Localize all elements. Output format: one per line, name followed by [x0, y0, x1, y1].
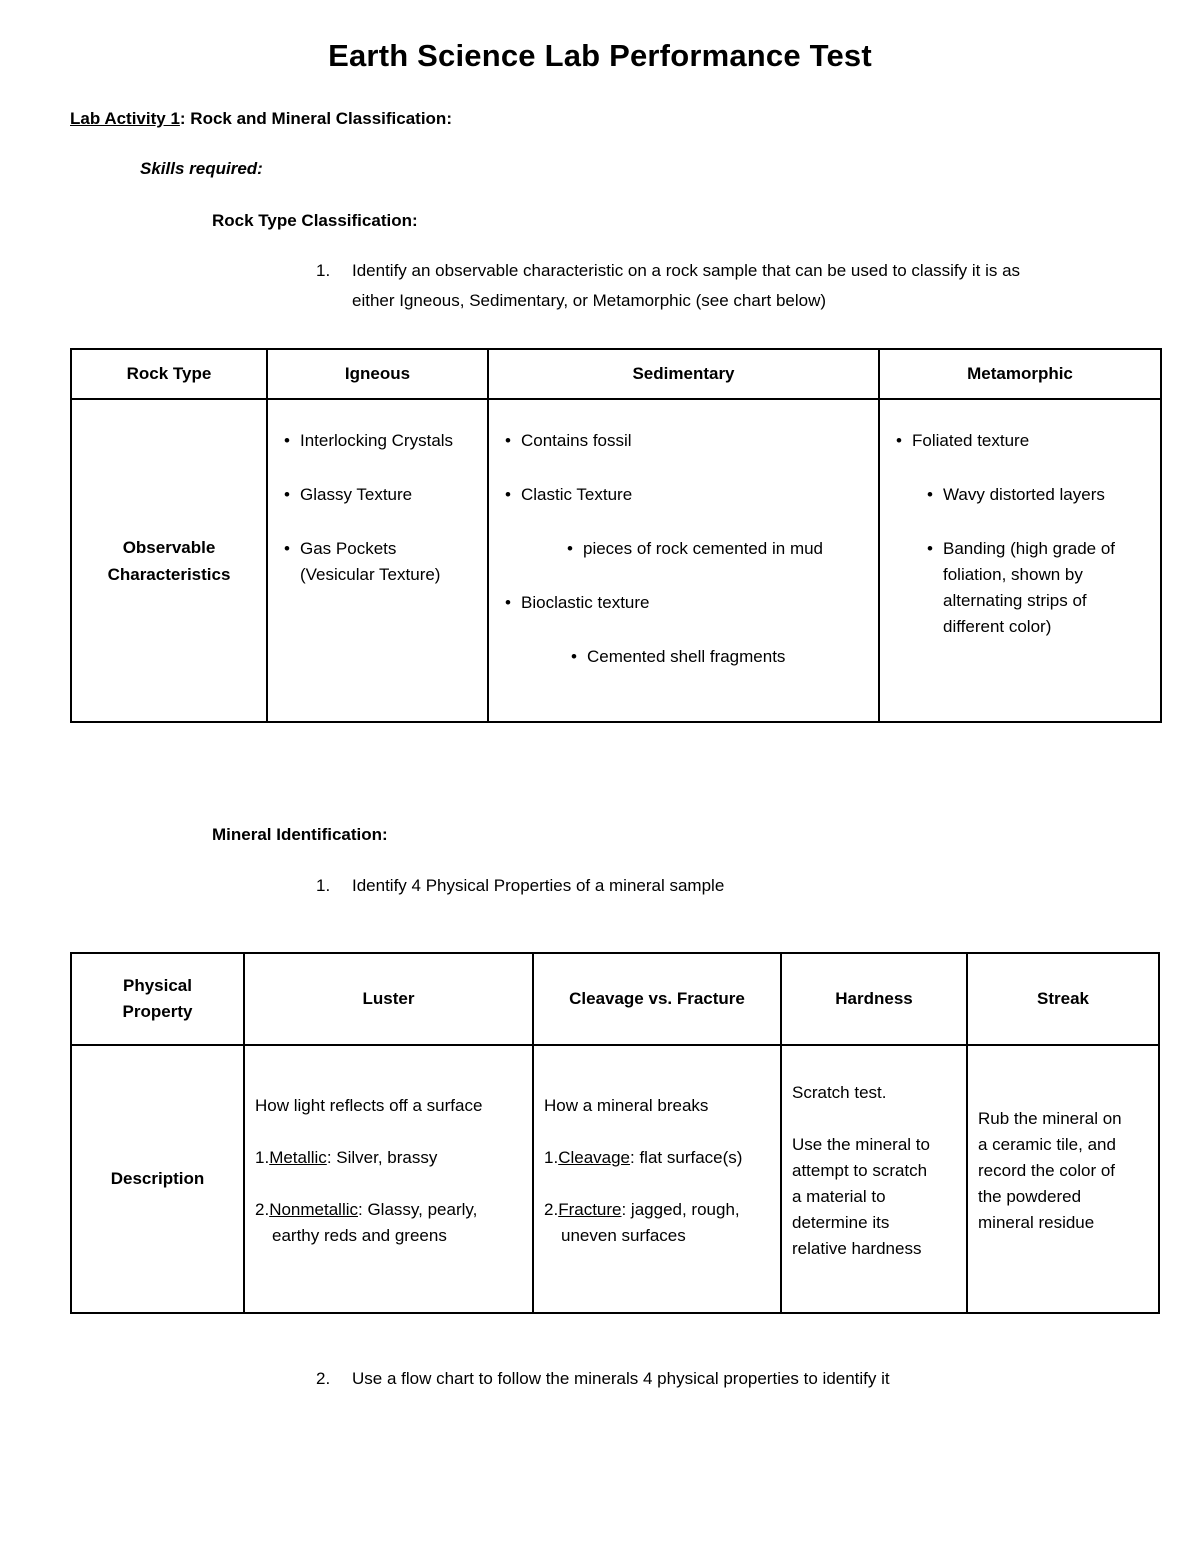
activity-label: Lab Activity 1: [70, 109, 180, 128]
row-label-line-1: Observable: [122, 537, 216, 557]
activity-heading: [70, 106, 452, 132]
igneous-list: [278, 428, 487, 588]
header-cleavage-fracture: Cleavage vs. Fracture: [533, 953, 781, 1045]
mineral-table-body-row: [71, 1045, 1159, 1313]
hardness-line: attempt to scratch: [792, 1161, 928, 1180]
header-physical-property: [71, 953, 244, 1045]
streak-cell: [967, 1045, 1159, 1313]
header-sedimentary: Sedimentary: [488, 349, 879, 399]
header-luster: Luster: [244, 953, 533, 1045]
sub-list-item: • Wavy distorted layers: [921, 482, 1160, 508]
activity-colon: :: [179, 109, 186, 128]
metamorphic-cell: [879, 399, 1161, 722]
rock-item-text: [352, 258, 1152, 314]
list-item-line: foliation, shown by: [943, 565, 1083, 584]
activity-name: Rock and Mineral Classification:: [185, 109, 452, 128]
list-item-line: • Banding (high grade of: [943, 539, 1116, 558]
list-item-line: • Gas Pockets: [300, 539, 397, 558]
hardness-line: Scratch test.: [792, 1083, 887, 1102]
final-item-number: 2.: [316, 1369, 331, 1388]
mineral-section-heading: Mineral Identification:: [212, 825, 388, 844]
header-line: Physical: [123, 976, 192, 995]
list-item: • Foliated texture: [890, 428, 1160, 454]
hardness-line: relative hardness: [792, 1239, 922, 1258]
list-item: • Bioclastic texture: [499, 590, 878, 616]
list-item-line: alternating strips of: [943, 591, 1087, 610]
sedimentary-cell: [488, 399, 879, 722]
list-item: [278, 536, 487, 588]
igneous-cell: [267, 399, 488, 722]
streak-line: mineral residue: [978, 1213, 1095, 1232]
mineral-item-text: Identify 4 Physical Properties of a mineral sample: [352, 876, 725, 895]
metamorphic-list: [890, 428, 1160, 640]
header-line: Property: [122, 1002, 193, 1021]
final-item-text: Use a flow chart to follow the minerals 4 physical properties to identify it: [352, 1369, 890, 1388]
list-item: • Clastic Texture: [499, 482, 878, 508]
skills-label: Skills required:: [140, 159, 263, 178]
hardness-line: determine its: [792, 1213, 890, 1232]
header-hardness: Hardness: [781, 953, 967, 1045]
rock-table-header-row: [71, 349, 1161, 399]
streak-line: the powdered: [978, 1187, 1082, 1206]
streak-line: record the color of: [978, 1161, 1116, 1180]
rock-table-body-row: [71, 399, 1161, 722]
hardness-cell: [781, 1045, 967, 1313]
mineral-properties-table: [70, 952, 1160, 1314]
nonmetallic-term: Nonmetallic: [269, 1200, 358, 1219]
mineral-table-header-row: [71, 953, 1159, 1045]
row-label-description: Description: [71, 1045, 244, 1313]
luster-item-2: 2.Nonmetallic: Glassy, pearly,: [255, 1200, 478, 1219]
rock-item-line-2: either Igneous, Sedimentary, or Metamorphic (see chart below): [352, 291, 827, 310]
header-metamorphic: Metamorphic: [879, 349, 1161, 399]
list-item: • Interlocking Crystals: [278, 428, 487, 454]
rock-section-heading: Rock Type Classification:: [212, 211, 418, 230]
sub-list-item: • pieces of rock cemented in mud: [561, 536, 878, 562]
list-item-line: different color): [943, 617, 1052, 636]
cleavage-item-1: 1.Cleavage: flat surface(s): [544, 1148, 743, 1167]
header-rock-type: Rock Type: [71, 349, 267, 399]
sub-list-item: • Cemented shell fragments: [565, 644, 878, 670]
rock-item-line-1: Identify an observable characteristic on a rock sample that can be used to classify it is as: [352, 261, 1021, 280]
luster-item-2-cont: earthy reds and greens: [272, 1226, 447, 1245]
cleavage-intro: How a mineral breaks: [544, 1096, 709, 1115]
header-streak: Streak: [967, 953, 1159, 1045]
luster-intro: How light reflects off a surface: [255, 1096, 483, 1115]
streak-line: Rub the mineral on: [978, 1109, 1122, 1128]
list-item-line: (Vesicular Texture): [300, 565, 441, 584]
list-item: • Contains fossil: [499, 428, 878, 454]
list-item: • Glassy Texture: [278, 482, 487, 508]
fracture-term: Fracture: [558, 1200, 622, 1219]
header-igneous: Igneous: [267, 349, 488, 399]
mineral-item-number: 1.: [316, 876, 331, 895]
cleavage-term: Cleavage: [558, 1148, 631, 1167]
rock-item-number: 1.: [316, 261, 331, 280]
row-label-line-2: Characteristics: [107, 564, 231, 584]
cleavage-cell: [533, 1045, 781, 1313]
sub-list-item: [921, 536, 1160, 640]
document-title: Earth Science Lab Performance Test: [328, 38, 872, 73]
cleavage-item-2: 2.Fracture: jagged, rough,: [544, 1200, 740, 1219]
luster-cell: [244, 1045, 533, 1313]
row-label-observable-characteristics: [71, 399, 267, 722]
sedimentary-list: [499, 428, 878, 670]
hardness-line: Use the mineral to: [792, 1135, 930, 1154]
rock-type-table: [70, 348, 1162, 723]
hardness-line: a material to: [792, 1187, 886, 1206]
cleavage-item-2-cont: uneven surfaces: [561, 1226, 686, 1245]
luster-item-1: 1.Metallic: Silver, brassy: [255, 1148, 438, 1167]
metallic-term: Metallic: [269, 1148, 327, 1167]
streak-line: a ceramic tile, and: [978, 1135, 1116, 1154]
